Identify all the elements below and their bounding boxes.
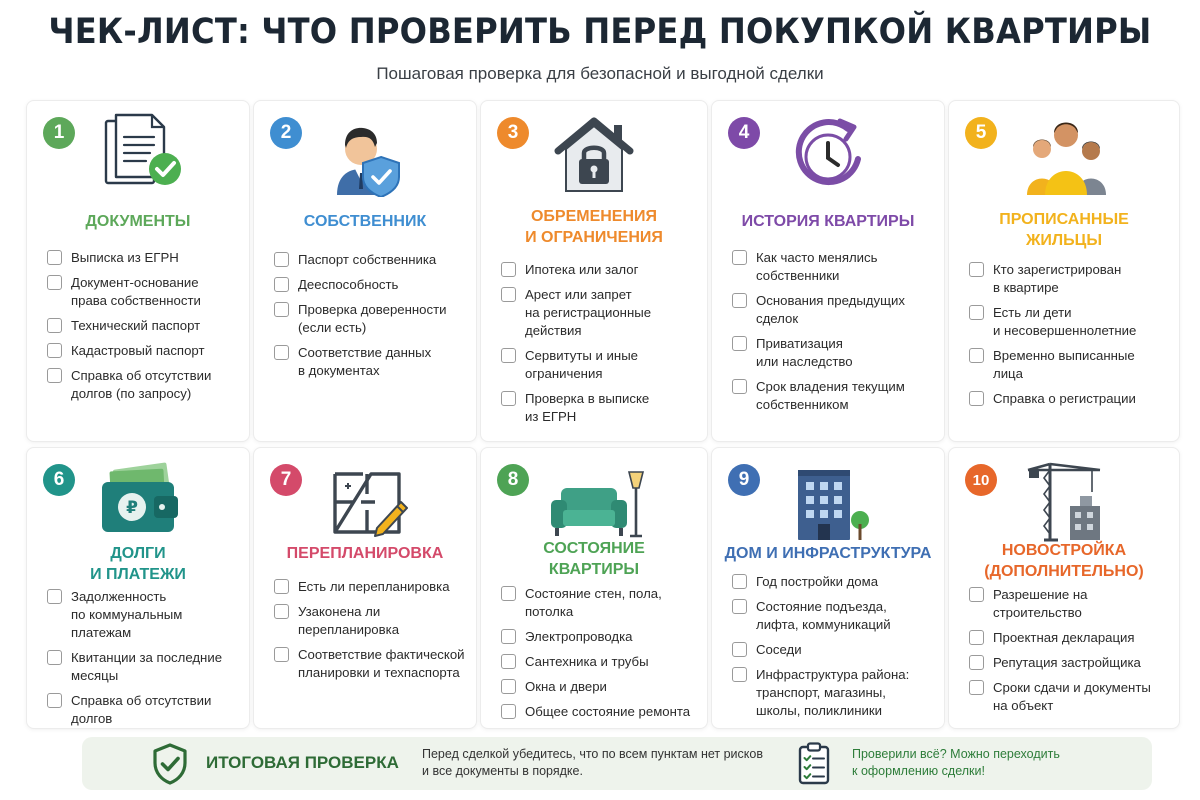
checkbox[interactable]	[274, 302, 289, 317]
checkbox[interactable]	[501, 704, 516, 719]
checklist-card-9	[711, 447, 945, 729]
checklist-item-label: Справка об отсутствии долгов	[71, 693, 212, 726]
checklist-item-label: Состояние подъезда, лифта, коммуникаций	[756, 599, 891, 632]
checkbox[interactable]	[501, 629, 516, 644]
checklist-items	[949, 261, 1179, 415]
checklist-item-label: Соседи	[756, 642, 802, 657]
checkbox[interactable]	[969, 305, 984, 320]
checkbox[interactable]	[501, 654, 516, 669]
checkbox[interactable]	[732, 379, 747, 394]
checklist-item-label: Основания предыдущих сделок	[756, 293, 905, 326]
checklist-item[interactable]	[481, 703, 707, 721]
checklist-item-label: Окна и двери	[525, 679, 607, 694]
checklist-item[interactable]	[481, 390, 707, 426]
page-subtitle: Пошаговая проверка для безопасной и выгодной сделки	[376, 64, 824, 83]
checklist-item-label: Выписка из ЕГРН	[71, 250, 179, 265]
checklist-item-label: Репутация застройщика	[993, 655, 1141, 670]
checkbox[interactable]	[969, 348, 984, 363]
checklist-item[interactable]	[27, 342, 249, 360]
card-title: СОСТОЯНИЕ КВАРТИРЫ	[543, 540, 645, 578]
checklist-item[interactable]	[254, 578, 476, 596]
clock-history-icon	[712, 111, 944, 203]
summary-banner	[82, 737, 1152, 790]
checklist-item[interactable]	[712, 292, 944, 328]
checkbox[interactable]	[274, 345, 289, 360]
checkbox[interactable]	[501, 391, 516, 406]
checklist-item[interactable]	[254, 646, 476, 682]
checkbox[interactable]	[732, 336, 747, 351]
checklist-item-label: Сантехника и трубы	[525, 654, 649, 669]
checkbox[interactable]	[47, 343, 62, 358]
construction-crane-icon	[949, 458, 1179, 550]
checkbox[interactable]	[47, 693, 62, 708]
house-lock-icon	[481, 111, 707, 203]
checklist-item-label: Справка о регистрации	[993, 391, 1136, 406]
checklist-item-label: Разрешение на строительство	[993, 587, 1088, 620]
checklist-item[interactable]	[949, 586, 1179, 622]
checkbox[interactable]	[732, 250, 747, 265]
checklist-card-1	[26, 100, 250, 442]
checklist-item-label: Соответствие данных в документах	[298, 345, 432, 378]
checklist-item-label: Проектная декларация	[993, 630, 1135, 645]
checklist-items	[712, 573, 944, 727]
checklist-items	[481, 585, 707, 728]
checklist-item-label: Кадастровый паспорт	[71, 343, 205, 358]
checkbox[interactable]	[274, 252, 289, 267]
checklist-item-label: Год постройки дома	[756, 574, 879, 589]
checklist-item-label: Состояние стен, пола, потолка	[525, 586, 662, 619]
document-check-icon	[27, 111, 249, 203]
checklist-item[interactable]	[254, 344, 476, 380]
checklist-item-label: Электропроводка	[525, 629, 633, 644]
checklist-items	[254, 578, 476, 689]
checklist-item[interactable]	[254, 603, 476, 639]
checkbox[interactable]	[501, 287, 516, 302]
summary-label: ИТОГОВАЯ ПРОВЕРКА	[206, 753, 399, 772]
checklist-item[interactable]	[27, 649, 249, 685]
step-number-badge: 10	[965, 464, 997, 496]
owner-shield-icon	[254, 111, 476, 203]
checklist-item-label: Сроки сдачи и документы на объект	[993, 680, 1151, 713]
checklist-items	[712, 249, 944, 421]
checklist-item-label: Задолженность по коммунальным платежам	[71, 589, 183, 640]
checklist-item[interactable]	[712, 335, 944, 371]
checklist-item[interactable]	[481, 286, 707, 340]
checklist-item[interactable]	[27, 249, 249, 267]
step-number-badge: 7	[270, 464, 302, 496]
checklist-item-label: Проверка в выписке из ЕГРН	[525, 391, 650, 424]
page-title: ЧЕК-ЛИСТ: ЧТО ПРОВЕРИТЬ ПЕРЕД ПОКУПКОЙ КВАРТИРЫ	[48, 12, 1152, 52]
checklist-item[interactable]	[949, 679, 1179, 715]
checkbox[interactable]	[732, 642, 747, 657]
checkbox[interactable]	[969, 680, 984, 695]
checklist-item-label: Дееспособность	[298, 277, 399, 292]
card-title: ОБРЕМЕНЕНИЯ И ОГРАНИЧЕНИЯ	[525, 208, 663, 246]
checklist-item-label: Срок владения текущим собственником	[756, 379, 905, 412]
checkbox[interactable]	[47, 368, 62, 383]
checklist-item[interactable]	[27, 317, 249, 335]
checklist-item-label: Узаконена ли перепланировка	[298, 604, 400, 637]
checkbox[interactable]	[274, 579, 289, 594]
checklist-items	[27, 588, 249, 729]
checklist-item[interactable]	[949, 261, 1179, 297]
step-number-badge: 2	[270, 117, 302, 149]
checklist-item[interactable]	[712, 641, 944, 659]
checklist-card-8	[480, 447, 708, 729]
checklist-item[interactable]	[949, 390, 1179, 408]
checklist-item-label: Кто зарегистрирован в квартире	[993, 262, 1122, 295]
wallet-ruble-icon	[27, 458, 249, 550]
checkbox[interactable]	[274, 647, 289, 662]
checklist-item[interactable]	[949, 629, 1179, 647]
checkbox[interactable]	[969, 587, 984, 602]
checklist-items	[254, 251, 476, 387]
checkbox[interactable]	[501, 679, 516, 694]
checklist-item[interactable]	[481, 347, 707, 383]
checklist-item[interactable]	[27, 588, 249, 642]
checklist-item[interactable]	[949, 347, 1179, 383]
sofa-lamp-icon	[481, 458, 707, 550]
checkbox[interactable]	[47, 250, 62, 265]
checklist-item[interactable]	[27, 367, 249, 403]
checklist-card-7	[253, 447, 477, 729]
checklist-item-label: Общее состояние ремонта	[525, 704, 691, 719]
checklist-item[interactable]	[481, 628, 707, 646]
checkbox[interactable]	[47, 650, 62, 665]
checklist-item-label: Приватизация или наследство	[756, 336, 853, 369]
checkbox[interactable]	[501, 586, 516, 601]
checklist-item[interactable]	[712, 249, 944, 285]
checklist-item-label: Проверка доверенности (если есть)	[298, 302, 447, 335]
checkbox[interactable]	[732, 574, 747, 589]
checklist-card-10	[948, 447, 1180, 729]
checkbox[interactable]	[47, 589, 62, 604]
card-title: ИСТОРИЯ КВАРТИРЫ	[741, 213, 915, 230]
checklist-item[interactable]	[254, 301, 476, 337]
card-title: ПЕРЕПЛАНИРОВКА	[286, 545, 444, 562]
clipboard-checklist-icon	[794, 741, 834, 792]
checklist-item[interactable]	[481, 678, 707, 696]
checklist-item[interactable]	[712, 573, 944, 591]
step-number-badge: 6	[43, 464, 75, 496]
checklist-item[interactable]	[949, 654, 1179, 672]
checklist-card-5	[948, 100, 1180, 442]
checklist-item[interactable]	[949, 304, 1179, 340]
checklist-item-label: Ипотека или залог	[525, 262, 639, 277]
summary-next-step: Проверили всё? Можно переходить к оформлению сделки!	[852, 747, 1060, 778]
floor-plan-pencil-icon	[254, 458, 476, 550]
checklist-card-4	[711, 100, 945, 442]
card-title: НОВОСТРОЙКА (ДОПОЛНИТЕЛЬНО)	[984, 542, 1144, 580]
checkbox[interactable]	[274, 604, 289, 619]
checklist-item-label: Квитанции за последние месяцы	[71, 650, 223, 683]
checklist-item-label: Есть ли дети и несовершеннолетние	[993, 305, 1137, 338]
checklist-item-label: Паспорт собственника	[298, 252, 437, 267]
step-number-badge: 9	[728, 464, 760, 496]
checkbox[interactable]	[501, 348, 516, 363]
checklist-item[interactable]	[712, 378, 944, 414]
checklist-item[interactable]	[712, 598, 944, 634]
checklist-grid	[26, 100, 1176, 730]
step-number-badge: 8	[497, 464, 529, 496]
checklist-item-label: Сервитуты и иные ограничения	[525, 348, 639, 381]
step-number-badge: 1	[43, 117, 75, 149]
checkbox[interactable]	[501, 262, 516, 277]
checkbox[interactable]	[969, 630, 984, 645]
checkbox[interactable]	[47, 318, 62, 333]
checklist-item-label: Справка об отсутствии долгов (по запросу)	[71, 368, 212, 401]
checklist-item[interactable]	[27, 692, 249, 728]
checklist-item[interactable]	[254, 251, 476, 269]
checkbox[interactable]	[47, 275, 62, 290]
checklist-items	[481, 261, 707, 433]
card-title: ДОКУМЕНТЫ	[85, 213, 191, 230]
summary-text: Перед сделкой убедитесь, что по всем пунктам нет рисков и все документы в порядке.	[422, 747, 763, 778]
checkbox[interactable]	[969, 262, 984, 277]
checklist-item-label: Инфраструктура района: транспорт, магазины, школы, поликлиники	[756, 667, 910, 718]
checkbox[interactable]	[274, 277, 289, 292]
family-icon	[949, 111, 1179, 203]
checklist-item-label: Временно выписанные лица	[993, 348, 1135, 381]
checkbox[interactable]	[732, 599, 747, 614]
card-title: СОБСТВЕННИК	[303, 213, 427, 230]
card-title: ДОМ И ИНФРАСТРУКТУРА	[724, 545, 932, 562]
checklist-item-label: Технический паспорт	[71, 318, 201, 333]
apartment-building-icon	[712, 458, 944, 550]
checkbox[interactable]	[969, 655, 984, 670]
checkbox[interactable]	[732, 293, 747, 308]
checklist-item-label: Есть ли перепланировка	[298, 579, 450, 594]
step-number-badge: 4	[728, 117, 760, 149]
step-number-badge: 5	[965, 117, 997, 149]
checklist-item[interactable]	[481, 585, 707, 621]
checklist-item-label: Арест или запрет на регистрационные действия	[525, 287, 652, 338]
checklist-item[interactable]	[481, 653, 707, 671]
card-title: ДОЛГИ И ПЛАТЕЖИ	[90, 545, 186, 583]
checklist-item[interactable]	[481, 261, 707, 279]
checklist-card-6	[26, 447, 250, 729]
checklist-items	[27, 249, 249, 410]
step-number-badge: 3	[497, 117, 529, 149]
checklist-card-3	[480, 100, 708, 442]
checklist-item-label: Документ-основание права собственности	[71, 275, 201, 308]
checklist-item[interactable]	[712, 666, 944, 720]
checkbox[interactable]	[969, 391, 984, 406]
card-title: ПРОПИСАННЫЕ ЖИЛЬЦЫ	[999, 211, 1129, 249]
checklist-item[interactable]	[27, 274, 249, 310]
svg-text:₽: ₽	[126, 498, 138, 518]
checklist-card-2	[253, 100, 477, 442]
checkbox[interactable]	[732, 667, 747, 682]
checklist-item-label: Соответствие фактической планировки и техпаспорта	[298, 647, 465, 680]
checklist-item-label: Как часто менялись собственники	[756, 250, 878, 283]
checklist-item[interactable]	[254, 276, 476, 294]
shield-check-icon	[150, 742, 190, 791]
checklist-items	[949, 586, 1179, 722]
